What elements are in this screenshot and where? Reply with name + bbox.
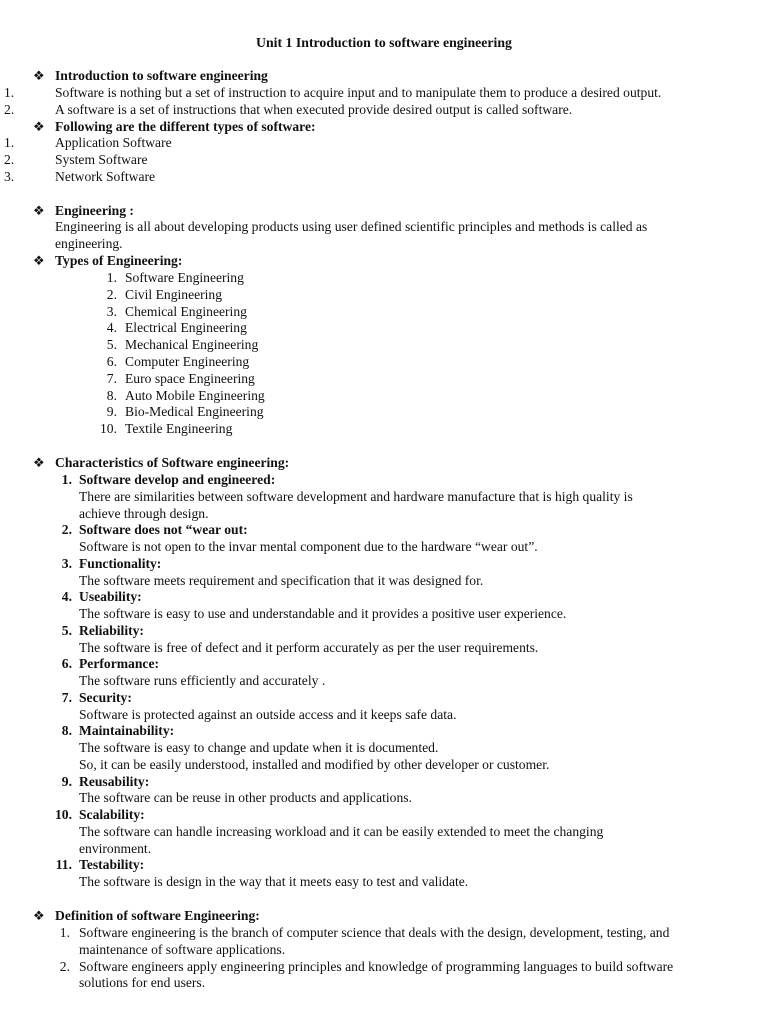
characteristic-heading: Functionality: xyxy=(79,555,162,571)
characteristic-description: Software is not open to the invar mental component due to the hardware “wear out”. xyxy=(79,539,538,554)
characteristic-heading: Maintainability: xyxy=(79,723,175,739)
paragraph-line: engineering. xyxy=(55,236,123,251)
section-heading-characteristics: Characteristics of Software engineering: xyxy=(55,455,290,470)
characteristic-description: environment. xyxy=(79,840,152,856)
characteristic-heading: Scalability: xyxy=(79,807,145,822)
characteristic-description: The software is design in the way that it meets easy to test and validate. xyxy=(79,874,469,889)
list-item-number: 5. xyxy=(61,622,72,638)
definition-text: maintenance of software applications. xyxy=(79,941,286,957)
list-item-number: 2. xyxy=(59,958,70,974)
list-item-number: 1. xyxy=(4,135,15,150)
list-item-number: 2. xyxy=(4,152,15,167)
characteristic-heading: Reliability: xyxy=(79,622,144,638)
list-item-text: Chemical Engineering xyxy=(125,303,247,319)
section-heading-intro: Introduction to software engineering xyxy=(55,68,268,83)
list-item-number: 8. xyxy=(61,723,72,739)
characteristic-heading: Useability: xyxy=(79,589,142,605)
characteristic-description: The software is easy to use and understandable and it provides a positive user experience. xyxy=(79,606,567,621)
characteristic-heading: Software does not “wear out: xyxy=(79,522,248,538)
list-item-number: 3. xyxy=(106,303,117,319)
list-item-number: 2. xyxy=(4,102,15,117)
list-item-number: 9. xyxy=(61,773,72,789)
characteristic-description: The software is free of defect and it perform accurately as per the user requirements. xyxy=(79,639,539,655)
diamond-bullet-icon: ❖ xyxy=(33,908,45,923)
diamond-bullet-icon: ❖ xyxy=(33,203,45,218)
section-heading-engineering: Engineering : xyxy=(55,203,134,218)
list-item-number: 9. xyxy=(106,404,117,420)
characteristic-heading: Performance: xyxy=(79,656,160,672)
list-item-number: 10. xyxy=(100,421,117,437)
list-item-text: Bio-Medical Engineering xyxy=(125,404,264,420)
section-heading-types-of-engineering: Types of Engineering: xyxy=(55,253,183,268)
list-item-number: 7. xyxy=(106,370,117,386)
section-heading-types-of-software: Following are the different types of software: xyxy=(55,119,316,134)
diamond-bullet-icon: ❖ xyxy=(33,253,45,268)
list-item-text: Application Software xyxy=(55,135,172,150)
list-item-number: 11. xyxy=(55,857,72,873)
definition-text: Software engineers apply engineering principles and knowledge of programming languages to build software xyxy=(79,958,674,974)
list-item-number: 1. xyxy=(106,270,117,285)
list-item-number: 1. xyxy=(4,85,15,100)
list-item-number: 4. xyxy=(61,589,72,605)
characteristic-heading: Reusability: xyxy=(79,773,150,789)
section-heading-definition: Definition of software Engineering: xyxy=(55,908,260,923)
list-item-number: 7. xyxy=(61,689,72,705)
characteristic-description: The software meets requirement and specification that it was designed for. xyxy=(79,572,484,588)
diamond-bullet-icon: ❖ xyxy=(33,68,45,83)
list-item-text: Computer Engineering xyxy=(125,354,250,369)
list-item-text: Civil Engineering xyxy=(125,286,223,302)
list-item-number: 2. xyxy=(106,286,117,302)
list-item-number: 2. xyxy=(61,522,72,538)
characteristic-description: There are similarities between software development and hardware manufacture that is high quality is xyxy=(79,488,633,504)
list-item-number: 1. xyxy=(61,472,72,487)
diamond-bullet-icon: ❖ xyxy=(33,119,45,134)
list-item-number: 3. xyxy=(61,555,72,571)
list-item-text: Euro space Engineering xyxy=(125,370,255,386)
list-item-text: A software is a set of instructions that when executed provide desired output is called software. xyxy=(55,102,573,117)
list-item-text: Electrical Engineering xyxy=(125,320,247,336)
list-item-number: 4. xyxy=(106,320,117,336)
characteristic-description: Software is protected against an outside access and it keeps safe data. xyxy=(79,706,457,722)
characteristic-description: The software can be reuse in other products and applications. xyxy=(79,790,412,806)
list-item-number: 6. xyxy=(106,354,117,369)
list-item-text: Textile Engineering xyxy=(125,421,233,437)
list-item-number: 1. xyxy=(59,925,70,940)
characteristic-description: achieve through design. xyxy=(79,505,209,521)
characteristic-description: The software runs efficiently and accurately . xyxy=(79,673,326,688)
paragraph-line: Engineering is all about developing products using user defined scientific principles and methods is called as xyxy=(55,219,648,234)
list-item-number: 10. xyxy=(55,807,72,822)
characteristic-heading: Software develop and engineered: xyxy=(79,472,276,487)
characteristic-description: The software can handle increasing workload and it can be easily extended to meet the changing xyxy=(79,823,604,839)
list-item-text: Auto Mobile Engineering xyxy=(125,387,265,403)
list-item-text: Network Software xyxy=(55,169,156,184)
definition-text: Software engineering is the branch of computer science that deals with the design, development, testing, and xyxy=(79,925,670,940)
diamond-bullet-icon: ❖ xyxy=(33,455,45,470)
characteristic-heading: Security: xyxy=(79,689,132,705)
list-item-text: Software is nothing but a set of instruction to acquire input and to manipulate them to produce a desired output. xyxy=(55,85,662,100)
list-item-text: System Software xyxy=(55,152,148,167)
list-item-number: 8. xyxy=(106,387,117,403)
list-item-number: 3. xyxy=(4,169,15,184)
list-item-number: 5. xyxy=(106,337,117,353)
list-item-text: Software Engineering xyxy=(125,270,244,285)
characteristic-heading: Testability: xyxy=(79,857,145,873)
characteristic-description: The software is easy to change and update when it is documented. xyxy=(79,740,439,755)
definition-text: solutions for end users. xyxy=(79,975,206,991)
list-item-number: 6. xyxy=(61,656,72,672)
list-item-text: Mechanical Engineering xyxy=(125,337,259,353)
characteristic-description: So, it can be easily understood, installed and modified by other developer or customer. xyxy=(79,756,550,772)
document-title: Unit 1 Introduction to software engineering xyxy=(256,35,512,50)
